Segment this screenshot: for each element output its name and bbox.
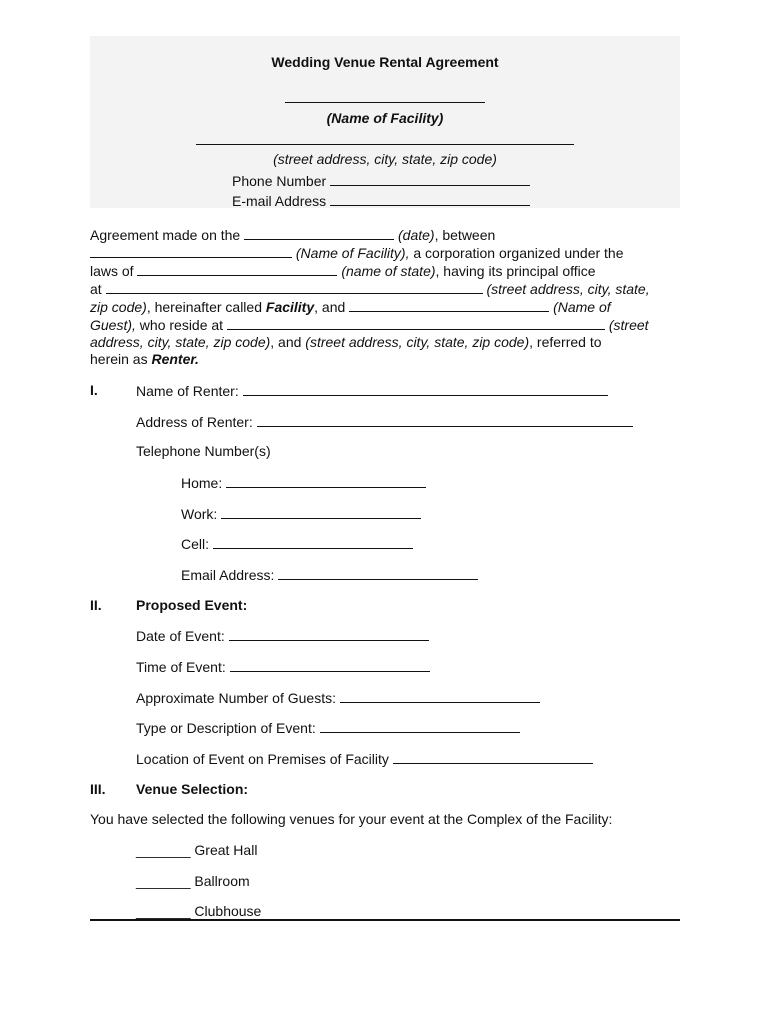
- guests-row: [136, 688, 540, 707]
- email-blank[interactable]: [330, 191, 530, 206]
- facility-caption: (Name of Facility),: [295, 245, 410, 261]
- agreement-line-7: [90, 333, 602, 351]
- facility-term: Facility: [265, 299, 315, 315]
- home-blank[interactable]: [226, 473, 426, 488]
- event-time-label: Time of Event:: [136, 659, 226, 675]
- renter-email-label: Email Address:: [181, 567, 275, 583]
- home-row: [181, 473, 426, 492]
- document-title: Wedding Venue Rental Agreement: [271, 54, 499, 70]
- address-caption: (street: [608, 317, 649, 333]
- date-caption: (date): [398, 227, 435, 243]
- home-label: Home:: [181, 475, 223, 491]
- event-type-blank[interactable]: [320, 718, 520, 733]
- agreement-text: , and: [314, 299, 346, 315]
- renter-name-blank[interactable]: [243, 381, 608, 396]
- venue-label: Great Hall: [194, 842, 258, 858]
- telephone-heading: Telephone Number(s): [136, 443, 271, 459]
- venue-intro: You have selected the following venues for your event at the Complex of the Facility:: [90, 811, 613, 827]
- address-caption: address, city, state, zip code): [90, 334, 271, 350]
- agreement-text: who reside at: [139, 317, 224, 333]
- agreement-line-4: [90, 279, 650, 298]
- facility-blank[interactable]: [90, 243, 292, 258]
- agreement-line-5: [90, 297, 611, 316]
- phone-row: [232, 171, 530, 190]
- address-caption: (street address, city, state, zip code): [305, 334, 530, 350]
- work-row: [181, 504, 421, 523]
- agreement-text: laws of: [90, 263, 134, 279]
- email-row: [232, 191, 530, 210]
- cell-label: Cell:: [181, 536, 210, 552]
- page-divider: [90, 919, 680, 921]
- phone-label: Phone Number: [232, 173, 327, 189]
- agreement-text: , between: [434, 227, 496, 243]
- venue-option-great-hall[interactable]: [136, 841, 257, 859]
- event-time-blank[interactable]: [230, 657, 430, 672]
- renter-name-row: [136, 381, 608, 400]
- guest-name-blank[interactable]: [349, 297, 549, 312]
- event-type-row: [136, 718, 520, 737]
- guests-blank[interactable]: [340, 688, 540, 703]
- guest-caption: (Name of: [553, 299, 611, 315]
- section-3-number: III.: [90, 781, 106, 797]
- facility-name-caption: (Name of Facility): [326, 110, 444, 126]
- agreement-text: , referred to: [529, 334, 602, 350]
- agreement-text: Agreement made on the: [90, 227, 241, 243]
- state-caption: (name of state): [341, 263, 436, 279]
- phone-blank[interactable]: [330, 171, 530, 186]
- renter-email-blank[interactable]: [278, 565, 478, 580]
- guest-address-blank[interactable]: [227, 315, 605, 330]
- agreement-text: , and: [270, 334, 302, 350]
- renter-address-label: Address of Renter:: [136, 414, 253, 430]
- event-date-row: [136, 626, 429, 645]
- event-type-label: Type or Description of Event:: [136, 720, 316, 736]
- agreement-text: at: [90, 281, 102, 297]
- section-2-number: II.: [90, 597, 102, 613]
- address-caption: zip code): [90, 299, 147, 315]
- event-time-row: [136, 657, 430, 676]
- guest-caption: Guest),: [90, 317, 136, 333]
- work-label: Work:: [181, 506, 218, 522]
- cell-row: [181, 534, 413, 553]
- section-2-heading: Proposed Event:: [136, 597, 248, 613]
- agreement-line-2: [90, 243, 624, 262]
- venue-option-ballroom[interactable]: [136, 872, 250, 890]
- agreement-line-8: [90, 350, 199, 368]
- agreement-line-1: [90, 225, 495, 244]
- email-label: E-mail Address: [232, 193, 327, 209]
- event-location-label: Location of Event on Premises of Facility: [136, 751, 389, 767]
- venue-checkbox-blank[interactable]: _______: [136, 903, 191, 919]
- date-blank[interactable]: [244, 225, 394, 240]
- agreement-text: herein as: [90, 351, 148, 367]
- event-date-blank[interactable]: [229, 626, 429, 641]
- event-date-label: Date of Event:: [136, 628, 225, 644]
- renter-name-label: Name of Renter:: [136, 383, 239, 399]
- agreement-line-3: [90, 261, 596, 280]
- renter-email-row: [181, 565, 478, 584]
- venue-label: Ballroom: [194, 873, 250, 889]
- facility-address-blank[interactable]: [196, 130, 574, 149]
- venue-label: Clubhouse: [194, 903, 262, 919]
- guests-label: Approximate Number of Guests:: [136, 690, 336, 706]
- section-3-heading: Venue Selection:: [136, 781, 249, 797]
- agreement-text: a corporation organized under the: [413, 245, 624, 261]
- facility-address-caption: (street address, city, state, zip code): [273, 151, 497, 167]
- office-address-blank[interactable]: [106, 279, 483, 294]
- renter-address-row: [136, 412, 633, 431]
- venue-checkbox-blank[interactable]: _______: [136, 873, 191, 889]
- event-location-row: [136, 749, 593, 768]
- venue-option-clubhouse[interactable]: [136, 902, 261, 920]
- event-location-blank[interactable]: [393, 749, 593, 764]
- cell-blank[interactable]: [213, 534, 413, 549]
- agreement-line-6: [90, 315, 649, 334]
- agreement-text: , having its principal office: [435, 263, 596, 279]
- agreement-text: , hereinafter called: [146, 299, 262, 315]
- address-caption: (street address, city, state,: [486, 281, 650, 297]
- state-blank[interactable]: [137, 261, 337, 276]
- venue-checkbox-blank[interactable]: _______: [136, 842, 191, 858]
- renter-address-blank[interactable]: [257, 412, 633, 427]
- work-blank[interactable]: [221, 504, 421, 519]
- section-1-number: I.: [90, 382, 98, 398]
- renter-term: Renter.: [151, 351, 199, 367]
- facility-name-blank[interactable]: [285, 88, 485, 107]
